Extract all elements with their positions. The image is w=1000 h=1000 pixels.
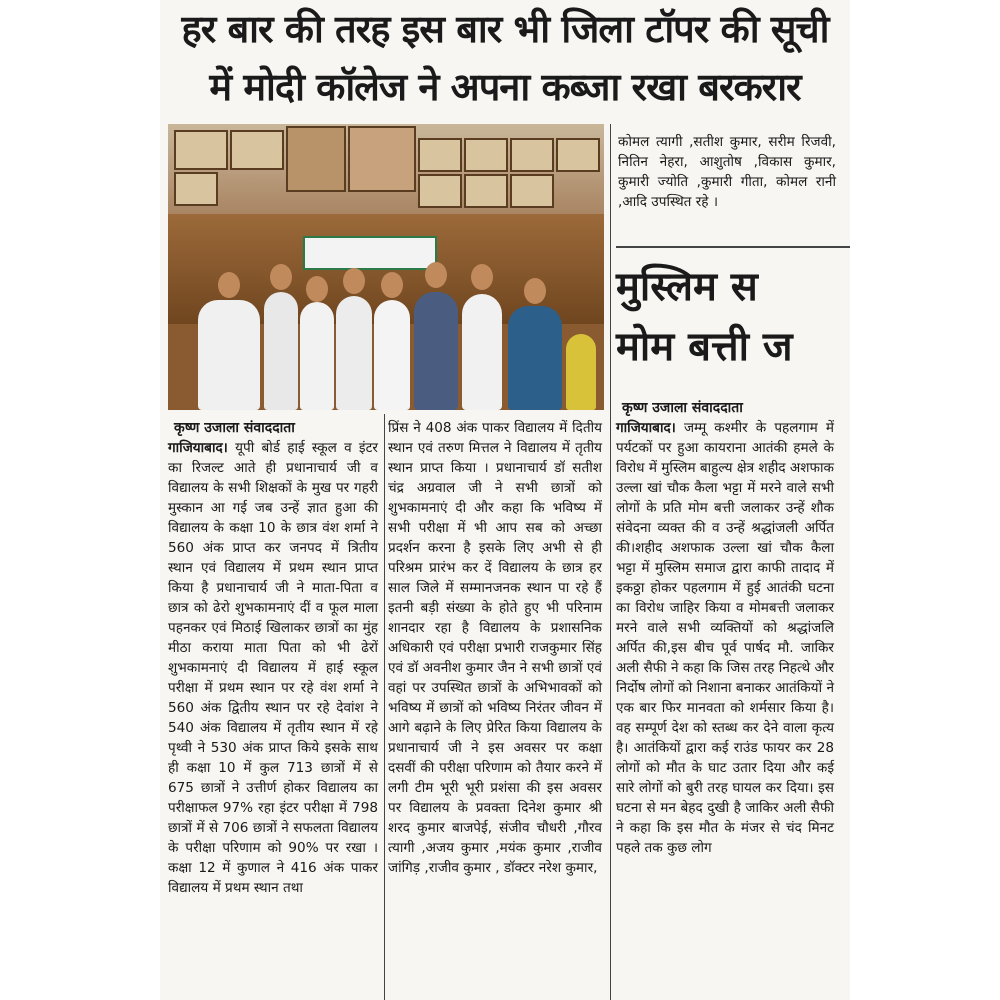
- section-divider: [616, 246, 850, 248]
- article2-body: [616, 398, 834, 858]
- article2-headline-line-1: मुस्लिम स: [616, 264, 758, 310]
- column-divider: [610, 124, 611, 1000]
- newspaper-clipping: [160, 0, 850, 1000]
- article1-col1-text: यूपी बोर्ड हाई स्कूल व इंटर का रिजल्ट आते ही प्रधानाचार्य जी व विद्यालय के सभी शिक्षकों के मुख पर गहरी मुस्कान आ गई जब उन्हें ज्ञात हुआ की विद्यालय के कक्षा 10 के छात्र वंश शर्मा ने 560 अंक प्राप्त कर जनपद में त्रितीय स्थान एवं विद्यालय में प्रथम स्थान प्राप्त किया है प्रधानाचार्य जी ने माता-पिता व छात्र को ढेरो शुभकामनाएं दीं व फूल माला पहनकर एवं मिठाई खिलाकर छात्रों का मुंह मीठा कराया माता पिता को भी ढेरों शुभकामनाएं दी विद्यालय में हाई स्कूल परीक्षा में प्रथम स्थान पर रहे वंश शर्मा ने 560 अंक द्वितीय स्थान पर रहे देवांश ने 540 अंक विद्यालय में तृतीय स्थान में रहे पृथ्वी ने 530 अंक प्राप्त किये इसके साथ ही कक्षा 10 में कुल 713 छात्रों में से 675 छात्रों ने उत्तीर्ण होकर विद्यालय का परीक्षाफल 97% रहा इंटर परीक्षा में 798 छात्रों में से 706 छात्रों ने सफलता विद्यालय के परीक्षा परिणाम को 90% पर रखा । कक्षा 12 में कुणाल ने 416 अंक पाकर विद्यालय में प्रथम स्थान तथा: [168, 440, 378, 896]
- article1-dateline: गाजियाबाद।: [168, 440, 228, 456]
- article1-col2: [388, 418, 602, 878]
- article2-headline-line-2: मोम बत्ती ज: [616, 324, 793, 370]
- article2-byline: कृष्ण उजाला संवाददाता: [622, 400, 743, 416]
- column-divider: [384, 414, 385, 1000]
- headline-line-1: हर बार की तरह इस बार भी जिला टॉपर की सूची: [181, 7, 829, 51]
- article2-dateline: गाजियाबाद।: [616, 420, 676, 436]
- article1-col1: [168, 418, 378, 898]
- article1-byline: कृष्ण उजाला संवाददाता: [174, 420, 295, 436]
- article1-col2-text: प्रिंस ने 408 अंक पाकर विद्यालय में दितीय स्थान एवं तरुण मित्तल ने विद्यालय में तृतीय स्थान प्राप्त किया । प्रधानाचार्य डॉ सतीश चंद्र अग्रवाल जी ने सभी छात्रों को शुभकामनाएं दी और कहा कि भविष्य में सभी परीक्षा में भी आप सब को अच्छा प्रदर्शन करना है इसके लिए अभी से ही परिश्रम प्रारंभ कर दें विद्यालय के छात्र हर साल जिले में सम्मानजनक स्थान पा रहे हैं इतनी बड़ी संख्या के होते हुए भी परिनाम शानदार रहा है विद्यालय के प्रशासनिक अधिकारी एवं परीक्षा प्रभारी राजकुमार सिंह एवं डॉ अवनीश कुमार जैन ने सभी छात्रों एवं वहां पर उपस्थित छात्रों के अभिभावकों को भविष्य में छात्रों को भविष्य निरंतर जीवन में आगे बढ़ाने के लिए प्रेरित किया विद्यालय के प्रधानाचार्य जी ने इस अवसर पर कक्षा दसवीं की परीक्षा परिणाम को तैयार करने में लगी टीम भूरी भूरी प्रशंसा की इस अवसर पर विद्यालय के प्रवक्ता दिनेश कुमार श्री शरद कुमार बाजपेई, संजीव चौधरी ,गौरव त्यागी ,अजय कुमार ,मयंक कुमार ,राजीव जांगिड़ ,राजीव कुमार , डॉक्टर नरेश कुमार,: [388, 420, 602, 876]
- article1-col3-text: कोमल त्यागी ,सतीश कुमार, सरीम रिजवी, नितिन नेहरा, आशुतोष ,विकास कुमार, कुमारी ज्योति ,कुमारी गीता, कोमल रानी ,आदि उपस्थित रहे ।: [618, 134, 836, 210]
- article2-text: जम्मू कश्मीर के पहलगाम में पर्यटकों पर हुआ कायराना आतंकी हमले के विरोध में मुस्लिम बाहुल्य क्षेत्र शहीद अशफाक उल्ला खां चौक कैला भट्टा में मरने वाले सभी लोगों के प्रति मोम बत्ती जलाकर उन्हें शौक संवेदना व्यक्त की व उन्हें श्रद्धांजली अर्पित की।शहीद अशफाक उल्ला खां चौक कैला भट्टा में मुस्लिम समाज द्वारा काफी तादाद में इकठ्ठा होकर पहलगाम में हुई आतंकी घटना का विरोध जाहिर किया व मोमबत्ती जलाकर मरने वाले सभी व्यक्तियों को श्रद्धांजलि अर्पित की,इस बीच पूर्व पार्षद मौ. जाकिर अली सैफी ने कहा कि जिस तरह निहत्थे और निर्दोष लोगों को निशाना बनाकर आतंकियों ने एक बार फिर मानवता को शर्मसार किया है। वह सम्पूर्ण देश को स्तब्ध कर देने वाला कृत्य है। आतंकियों द्वारा कई राउंड फायर कर 28 लोगों को मौत के घाट उतार दिया और कई सारे लोगों को बुरी तरह घायल कर दिया। इस घटना से मन बेहद दुखी है जाकिर अली सैफी ने कहा कि इस मौत के मंजर से चंद मिनट पहले तक कुछ लोग: [616, 420, 834, 856]
- article1-col3-continuation: [618, 132, 836, 212]
- news-photo: [168, 124, 604, 410]
- headline-line-2: में मोदी कॉलेज ने अपना कब्जा रखा बरकरार: [209, 65, 801, 109]
